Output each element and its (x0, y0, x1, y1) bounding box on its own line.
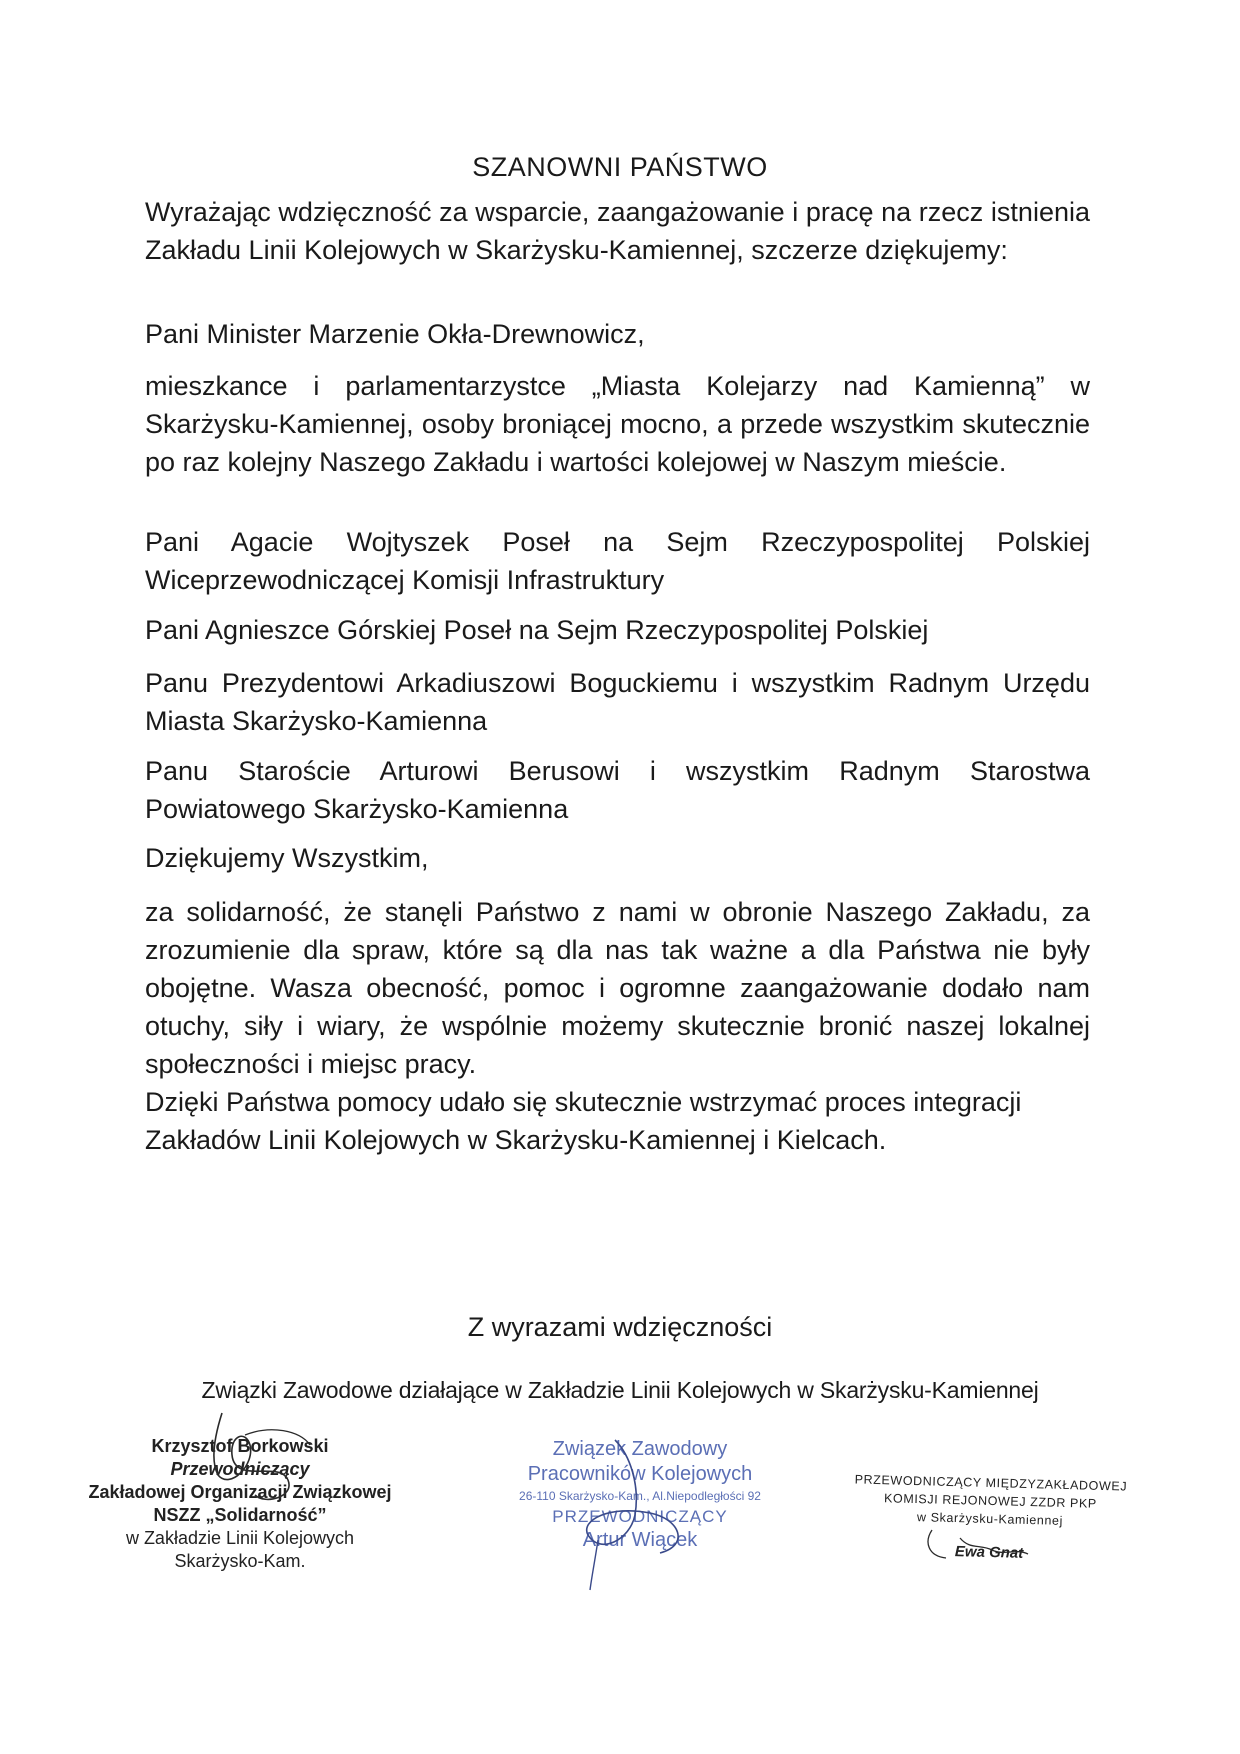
stamp-line: PRZEWODNICZĄCY MIĘDZYZAKŁADOWEJ (854, 1472, 1128, 1494)
paragraph-thanks-all: Dziękujemy Wszystkim, (145, 843, 429, 873)
paragraph-president: Panu Prezydentowi Arkadiuszowi Boguckiemu i wszystkim Radnym Urzędu Miasta Skarżysko-Kamienna (145, 668, 1090, 736)
signature-gnat (920, 1520, 1050, 1580)
paragraph-gorska: Pani Agnieszce Górskiej Poseł na Sejm Rzeczypospolitej Polskiej (145, 615, 929, 645)
closing-phrase: Z wyrazami wdzięczności (467, 1312, 773, 1342)
stamp-line: KOMISJI REJONOWEJ ZZDR PKP (883, 1491, 1098, 1511)
paragraph-gratitude-intro: Wyrażając wdzięczność za wsparcie, zaangażowanie i pracę na rzecz istnienia Zakładu Linii Kolejowych w Skarżysku-Kamiennej, szczerze dziękujemy: (145, 197, 1090, 265)
stamp-line: Pracowników Kolejowych (527, 1463, 753, 1485)
signatories-line: Związki Zawodowe działające w Zakładzie Linii Kolejowych w Skarżysku-Kamiennej (201, 1377, 1039, 1403)
stamp-line: PRZEWODNICZĄCY (552, 1507, 728, 1526)
stamp-line: Zakładowej Organizacji Związkowej (88, 1482, 392, 1502)
paragraph-result: Dzięki Państwa pomocy udało się skutecznie wstrzymać proces integracji Zakładów Linii Kolejowych w Skarżysku-Kamiennej i Kielcach. (145, 1087, 1022, 1155)
stamp-line: Związek Zawodowy (552, 1438, 728, 1460)
paragraph-starosta: Panu Staroście Arturowi Berusowi i wszystkim Radnym Starostwa Powiatowego Skarżysko-Kamienna (145, 756, 1090, 824)
stamp-line: w Skarżysku-Kamiennej (916, 1510, 1064, 1528)
stamp-line: Artur Wiącek (582, 1529, 698, 1551)
signature-borkowski (160, 1405, 360, 1525)
stamp-line: NSZZ „Solidarność” (153, 1505, 327, 1525)
paragraph-solidarity: za solidarność, że stanęli Państwo z nami w obronie Naszego Zakładu, za zrozumienie dla spraw, które są dla nas tak ważne a dla Państwa nie były obojętne. Wasza obecność, pomoc i ogromne zaangażowanie dodało nam otuchy, siły i wiary, że wspólnie możemy skutecznie bronić naszej lokalnej społeczności i miejsc pracy. (145, 897, 1090, 1079)
paragraph-parliamentarian: mieszkance i parlamentarzystce „Miasta Kolejarzy nad Kamienną” w Skarżysku-Kamiennej, osoby broniącej mocno, a przede wszystkim skutecznie po raz kolejny Naszego Zakładu i wartości kolejowej w Naszym mieście. (145, 371, 1090, 477)
signature-wiacek (540, 1435, 740, 1595)
letter-heading: SZANOWNI PAŃSTWO (472, 152, 768, 182)
stamp-line: w Zakładzie Linii Kolejowych (125, 1528, 355, 1548)
stamp-line: 26-110 Skarżysko-Kam., Al.Niepodległości 92 (519, 1489, 761, 1503)
stamp-signatory-name: Ewa Gnat (954, 1543, 1024, 1562)
stamp-line: Przewodniczący (170, 1459, 310, 1479)
paragraph-minister: Pani Minister Marzenie Okła-Drewnowicz, (145, 319, 645, 349)
paragraph-wojtyszek: Pani Agacie Wojtyszek Poseł na Sejm Rzeczypospolitej Polskiej Wiceprzewodniczącej Komisji Infrastruktury (145, 527, 1090, 595)
stamp-line: Krzysztof Borkowski (151, 1436, 329, 1456)
stamp-line: Skarżysko-Kam. (174, 1551, 306, 1571)
